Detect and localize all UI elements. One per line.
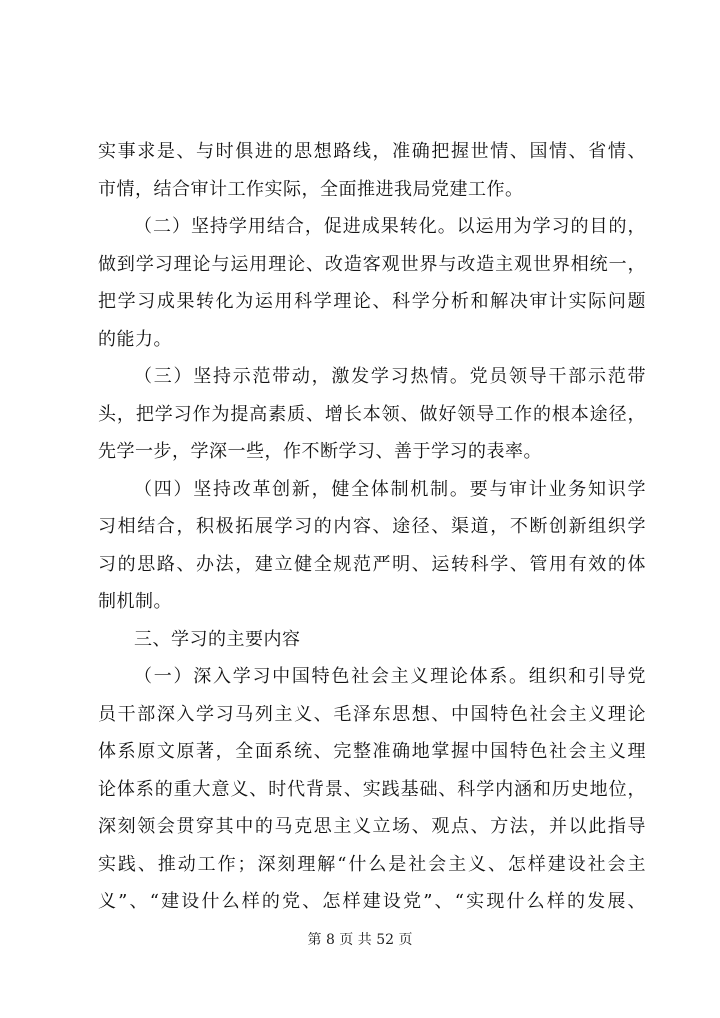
text-line: 把学习成果转化为运用科学理论、科学分析和解决审计实际问题 <box>98 291 646 312</box>
text-line: 实事求是、与时俱进的思想路线，准确把握世情、国情、省情、 <box>98 141 646 162</box>
page-footer: 第 8 页 共 52 页 <box>307 932 413 948</box>
text-line: 实践、推动工作；深刻理解“什么是社会主义、怎样建设社会主 <box>98 853 646 875</box>
text-line: 论体系的重大意义、时代背景、实践基础、科学内涵和历史地位， <box>98 778 646 800</box>
text-line: 义”、“建设什么样的党、怎样建设党”、“实现什么样的发展、 <box>98 891 646 912</box>
text-line: （三）坚持示范带动，激发学习热情。党员领导干部示范带 <box>134 366 646 387</box>
text-line: 做到学习理论与运用理论、改造客观世界与改造主观世界相统一， <box>98 253 646 275</box>
text-line: 头，把学习作为提高素质、增长本领、做好领导工作的根本途径， <box>98 403 646 425</box>
text-line: 员干部深入学习马列主义、毛泽东思想、中国特色社会主义理论 <box>98 703 646 725</box>
text-line: 的能力。 <box>98 328 172 350</box>
text-line: 体系原文原著，全面系统、完整准确地掌握中国特色社会主义理 <box>98 741 646 762</box>
text-line: 习相结合，积极拓展学习的内容、途径、渠道，不断创新组织学 <box>98 516 646 537</box>
text-line: 市情，结合审计工作实际，全面推进我局党建工作。 <box>98 178 524 200</box>
text-line: 深刻领会贯穿其中的马克思主义立场、观点、方法，并以此指导 <box>98 816 646 837</box>
text-line: （二）坚持学用结合，促进成果转化。以运用为学习的目的， <box>134 216 646 237</box>
text-line: （一）深入学习中国特色社会主义理论体系。组织和引导党 <box>134 666 646 687</box>
text-line: 先学一步，学深一些，作不断学习、善于学习的表率。 <box>98 441 542 462</box>
text-line: 三、学习的主要内容 <box>134 628 301 650</box>
document-body <box>98 133 646 921</box>
text-line: 习的思路、办法，建立健全规范严明、运转科学、管用有效的体 <box>98 553 646 575</box>
text-line: （四）坚持改革创新，健全体制机制。要与审计业务知识学 <box>134 478 646 500</box>
text-line: 制机制。 <box>98 591 172 612</box>
